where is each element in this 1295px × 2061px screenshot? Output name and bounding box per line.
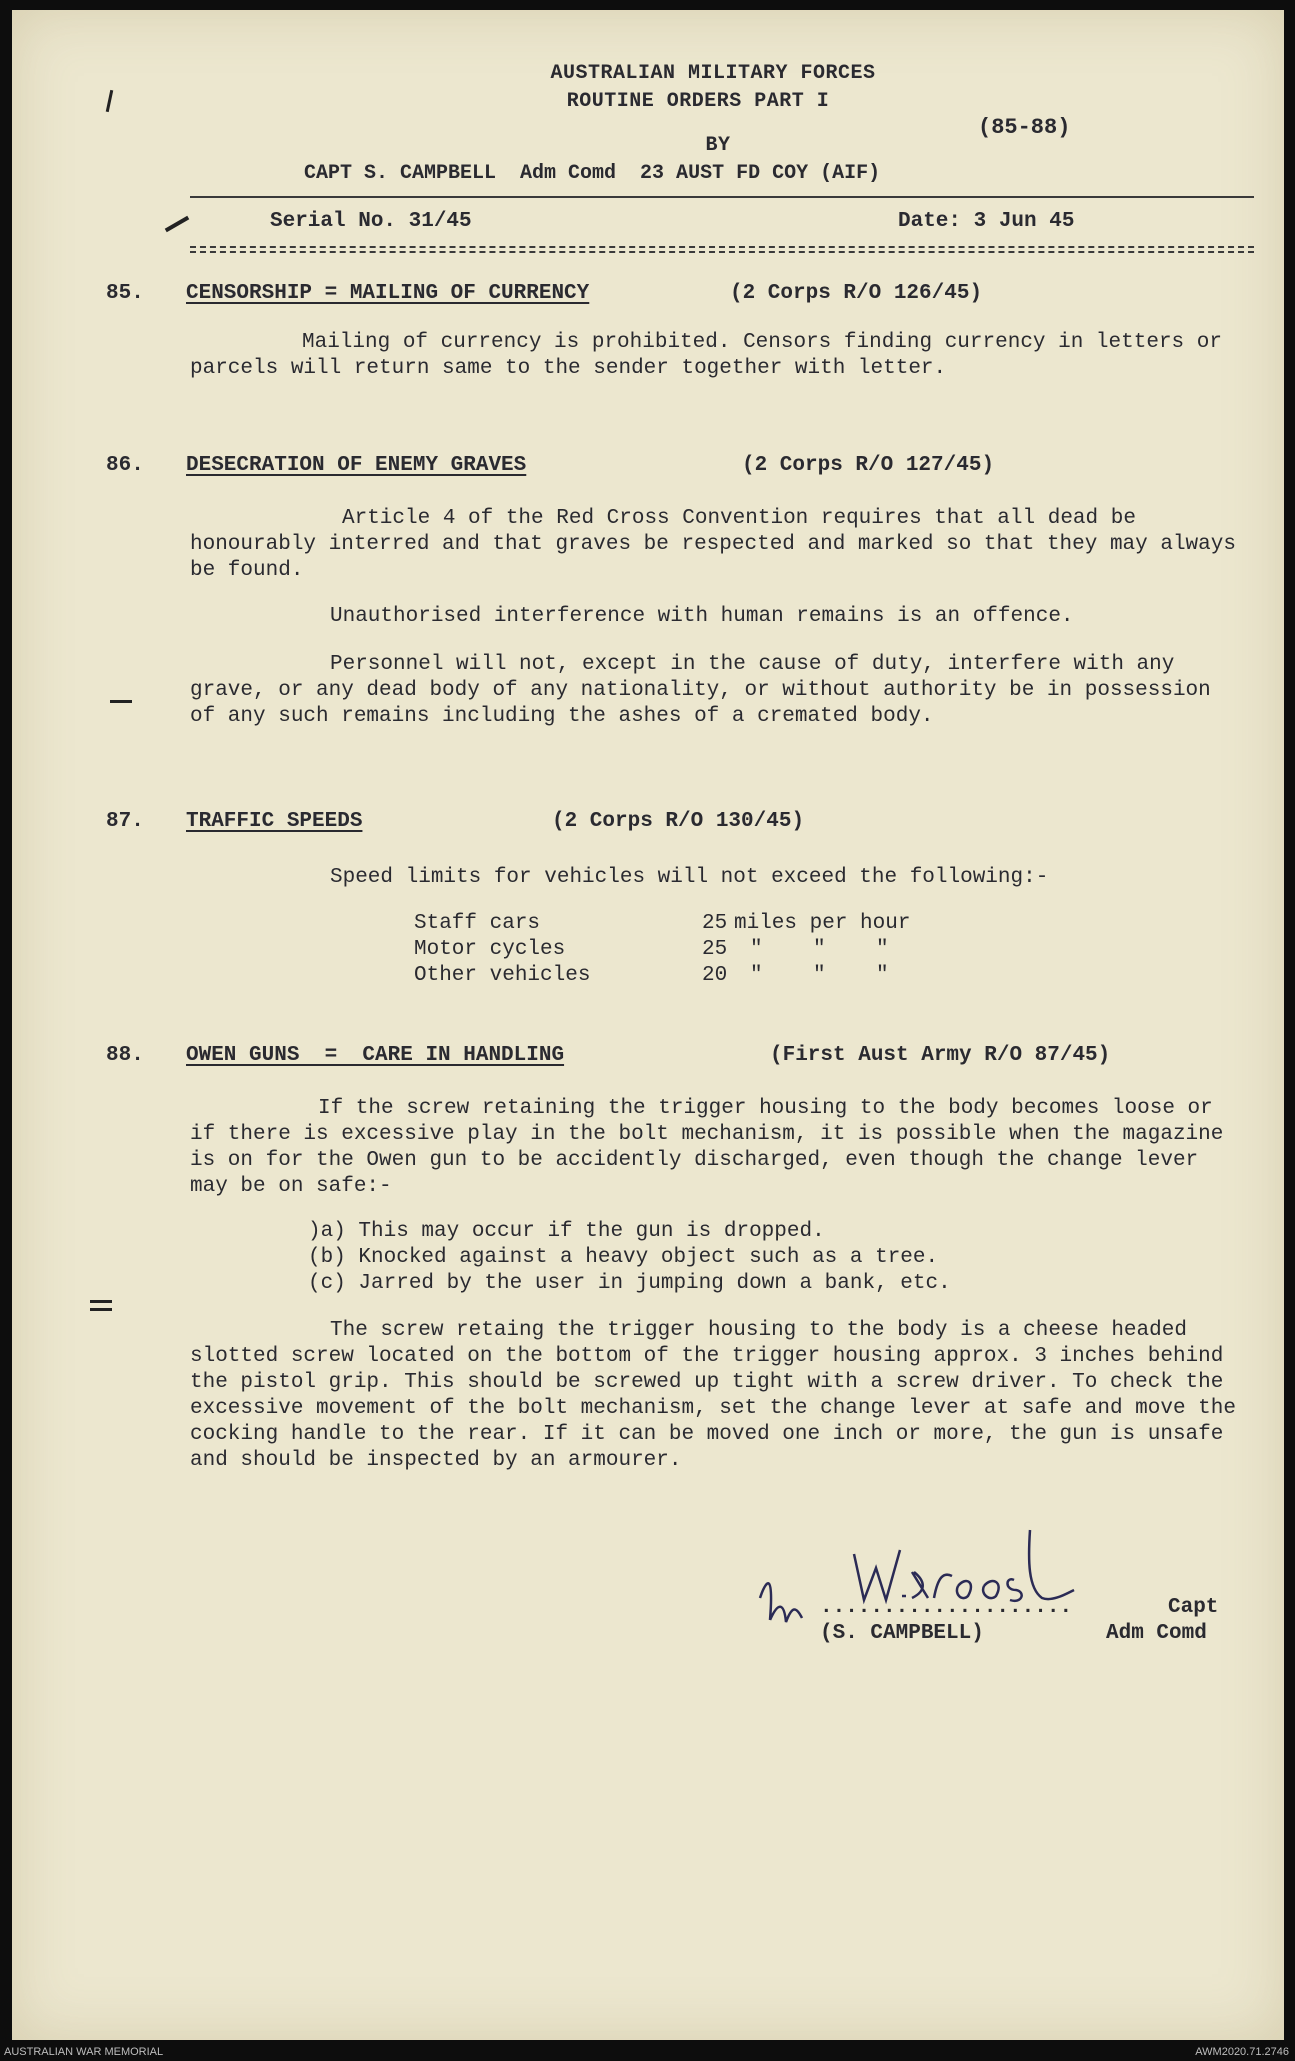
item-number: 87. xyxy=(106,810,144,833)
item-paragraph: The screw retaing the trigger housing to the body is a cheese headed slotted screw located on the bottom of the trigger housing approx. 3 inches behind the pistol grip. This should be screwed up tight with a screw driver. To check the excessive movement of the bolt mechanism, set the change lever at safe and move the cocking handle to the rear. If it can be moved one inch or more, the gun is unsafe and should be inspected by an armourer. xyxy=(190,1319,1236,1472)
item-title: TRAFFIC SPEEDS xyxy=(186,810,363,833)
item-title: OWEN GUNS = CARE IN HANDLING xyxy=(186,1044,565,1067)
archive-footer xyxy=(0,2043,1295,2061)
item-title: DESECRATION OF ENEMY GRAVES xyxy=(186,454,527,477)
orders-range: (85-88) xyxy=(978,115,1071,140)
list-item: (c) Jarred by the user in jumping down a bank, etc. xyxy=(308,1272,951,1295)
margin-tick-mark xyxy=(110,700,132,703)
speed-row-unit: " " " xyxy=(750,964,889,987)
archive-reference: AWM2020.71.2746 xyxy=(1195,2046,1289,2058)
item-title: CENSORSHIP = MAILING OF CURRENCY xyxy=(186,282,590,305)
item-reference: (First Aust Army R/O 87/45) xyxy=(770,1044,1111,1067)
item-reference: (2 Corps R/O 127/45) xyxy=(742,454,995,477)
header-rule-bottom-2 xyxy=(190,251,1254,253)
speed-row-limit: 20 xyxy=(702,964,728,987)
item-number: 85. xyxy=(106,282,144,305)
header-commander: CAPT S. CAMPBELL Adm Comd 23 AUST FD COY (AIF) xyxy=(304,162,881,185)
item-paragraph: Mailing of currency is prohibited. Censors finding currency in letters or parcels will return same to the sender together with letter. xyxy=(190,331,1222,380)
item-paragraph: If the screw retaining the trigger housing to the body becomes loose or if there is excessive play in the bolt mechanism, it is possible when the magazine is on for the Owen gun to be accidently discharged, even though the change lever may be on safe:- xyxy=(190,1097,1224,1198)
header-title: AUSTRALIAN MILITARY FORCES xyxy=(550,62,876,85)
archive-name: AUSTRALIAN WAR MEMORIAL xyxy=(4,2046,164,2058)
signatory-appointment: Adm Comd xyxy=(1106,1622,1207,1645)
header-by: BY xyxy=(705,134,731,157)
item-paragraph: Personnel will not, except in the cause of duty, interfere with any grave, or any dead body of any nationality, or without authority be in possession of any such remains including the ashes of a cremated body. xyxy=(190,653,1211,728)
document-page xyxy=(12,10,1284,2040)
signatory-name: (S. CAMPBELL) xyxy=(820,1622,984,1645)
item-reference: (2 Corps R/O 126/45) xyxy=(730,282,983,305)
item-number: 88. xyxy=(106,1044,144,1067)
header-rule-bottom xyxy=(190,246,1254,248)
speed-intro: Speed limits for vehicles will not exceed the following:- xyxy=(330,866,1049,889)
speed-row-unit: miles per hour xyxy=(734,912,911,935)
speed-row-unit: " " " xyxy=(750,938,889,961)
speed-row-limit: 25 xyxy=(702,912,728,935)
speed-row-limit: 25 xyxy=(702,938,728,961)
item-paragraph: Article 4 of the Red Cross Convention requires that all dead be honourably interred and that graves be respected and marked so that they may always be found. xyxy=(190,507,1236,582)
margin-tick-mark xyxy=(90,1300,112,1303)
item-reference: (2 Corps R/O 130/45) xyxy=(552,810,805,833)
margin-tick-mark xyxy=(165,216,190,232)
order-date: Date: 3 Jun 45 xyxy=(898,210,1075,233)
serial-number: Serial No. 31/45 xyxy=(270,210,472,233)
header-subtitle: ROUTINE ORDERS PART I xyxy=(566,90,830,113)
list-item: )a) This may occur if the gun is dropped. xyxy=(308,1220,825,1243)
speed-row-vehicle: Motor cycles xyxy=(414,938,566,961)
item-number: 86. xyxy=(106,454,144,477)
speed-row-vehicle: Other vehicles xyxy=(414,964,591,987)
list-item: (b) Knocked against a heavy object such as a tree. xyxy=(308,1246,939,1269)
signature-dots: .................... xyxy=(820,1596,1073,1619)
margin-tick-mark xyxy=(90,1308,112,1311)
speed-row-vehicle: Staff cars xyxy=(414,912,541,935)
signatory-rank: Capt xyxy=(1168,1596,1219,1619)
item-paragraph: Unauthorised interference with human remains is an offence. xyxy=(330,605,1074,628)
header-rule-top xyxy=(190,196,1254,198)
